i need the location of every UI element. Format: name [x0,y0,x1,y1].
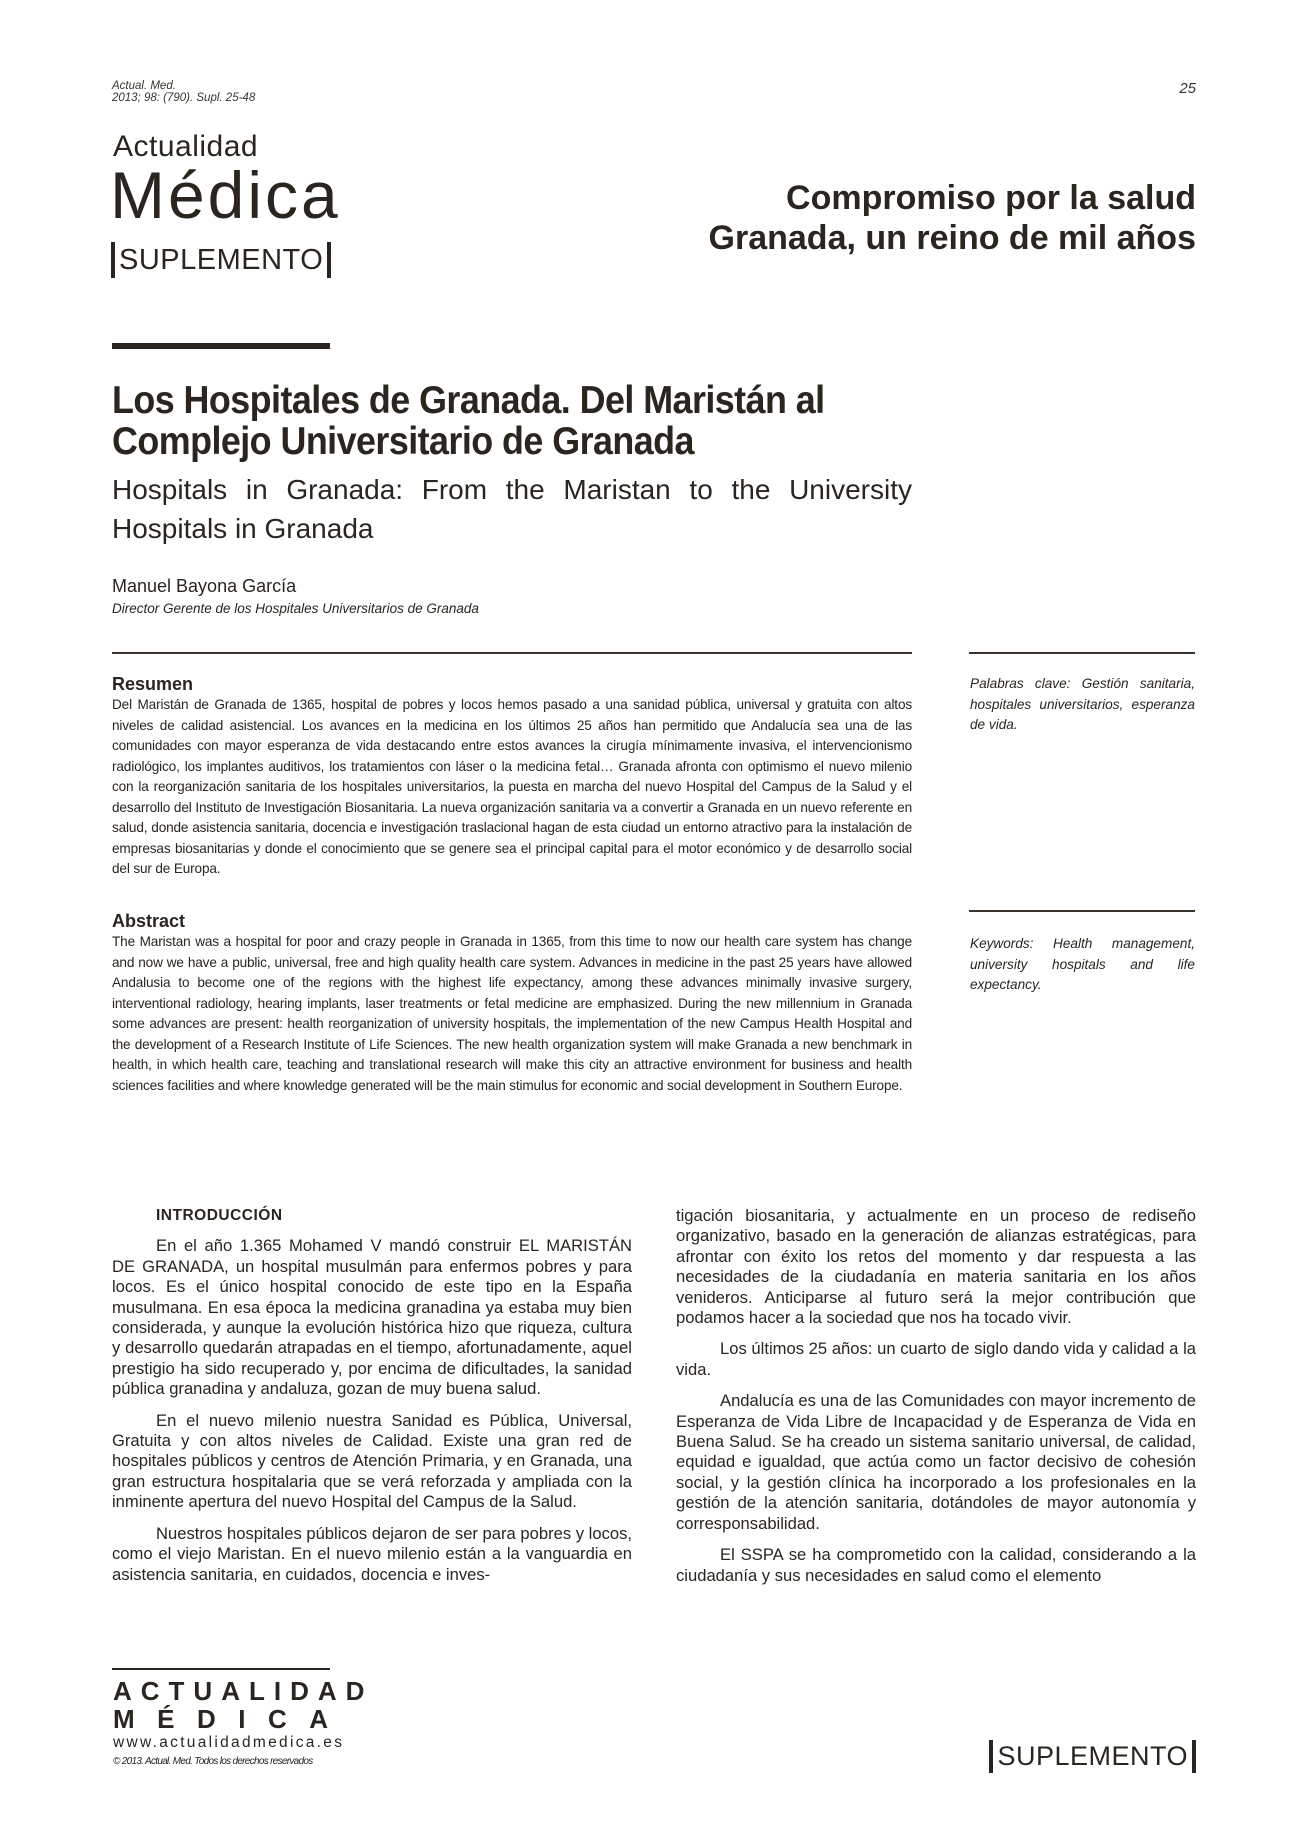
journal-citation: 2013; 98: (790). Supl. 25-48 [112,92,256,104]
footer-supplement [989,1740,1196,1773]
resumen-heading: Resumen [112,674,194,694]
author-name: Manuel Bayona García [112,576,297,596]
footer-supplement-label: SUPLEMENTO [997,1741,1188,1771]
body-paragraph: En el año 1.365 Mohamed V mandó construir EL MARISTÁN DE GRANADA, un hospital musulmán para enfermos pobres y para locos. Es el único hospital conocido de este tipo en la España musulmana. En esa época la medicina granadina ya estaba muy bien considerada, y aunque la evolución histórica hizo que riqueza, cultura y desarrollo quedarán atrapadas en el tiempo, afortunadamente, aquel prestigio ha sido recuperado y, por encima de dificultades, la sanidad pública granadina y andaluza, gozan de muy buena salud. [112,1236,632,1399]
journal-reference [112,80,255,104]
footer-brand-medica: MÉDICA [113,1704,351,1734]
author-affiliation: Director Gerente de los Hospitales Universitarios de Granada [112,601,479,616]
keywords: Keywords: Health management, university hospitals and life expectancy. [970,936,1195,992]
logo-medica: Médica [110,158,341,232]
body-paragraph: El SSPA se ha comprometido con la calidad, considerando a la ciudadanía y sus necesidades en salud como el elemento [676,1545,1196,1585]
section-title-line2: Granada, un reino de mil años [708,219,1196,257]
body-column-left [112,1206,632,1596]
page-number: 25 [1179,80,1196,97]
divider-rule [112,652,912,654]
footer-brand-actualidad: ACTUALIDAD [113,1676,374,1706]
footer-copyright: © 2013. Actual. Med. Todos los derechos reservados [113,1756,313,1767]
body-column-right [676,1206,1196,1597]
keywords-divider-en [969,910,1195,912]
bracket-bar-right [327,242,331,278]
supplement-label: SUPLEMENTO [119,243,324,276]
abstract-section [112,911,912,1096]
keywords-divider-es [969,652,1195,654]
bracket-bar-right [1192,1740,1196,1773]
logo-supplement [111,242,331,278]
resumen-text: Del Maristán de Granada de 1365, hospital de pobres y locos hemos pasado a una sanidad pública, universal y gratuita con altos niveles de calidad asistencial. Los avances en la medicina en los últimos 25 años han permitido que Andalucía sea una de las comunidades con mayor esperanza de vida destacando entre estos avances la cirugía mínimamente invasiva, el intervencionismo radiológico, los implantes auditivos, los tratamientos con láser o la medicina fetal… Granada afronta con optimismo el nuevo milenio con la reorganización sanitaria de los hospitales universitarios, la puesta en marcha del nuevo Hospital del Campus de la Salud y el desarrollo del Instituto de Investigación Biosanitaria. La nueva organización sanitaria va a convertir a Granada en un nuevo referente en salud, donde asistencia sanitaria, docencia e investigación traslacional hagan de esta ciudad un entorno atractivo para la instalación de empresas biosanitarias y donde el conocimiento que se genere sea el principal capital para el motor económico y de desarrollo social del sur de Europa. [112,697,912,876]
abstract-text: The Maristan was a hospital for poor and crazy people in Granada in 1365, from this time to now our health care system has change and now we have a public, universal, free and high quality health care system. Advances in medicine in the past 25 years have allowed Andalusia to become one of the regions with the highest life expectancy, among these advances minimally invasive surgery, interventional radiology, hearing implants, laser treatments or fetal medicine are emphasized. During the new millennium in Granada some advances are present: health reorganization of university hospitals, the implementation of the new Campus Health Hospital and the development of a Research Institute of Life Sciences. The new health organization system will make Granada a new benchmark in health, in which health care, teaching and translational research will make this city an attractive environment for business and health sciences facilities and where knowledge generated will be the main stimulus for economic and social development in Southern Europe. [112,934,912,1093]
article-subtitle: Hospitals in Granada: From the Maristan to the University Hospitals in Granada [112,474,912,544]
footer-website-link[interactable]: www.actualidadmedica.es [113,1734,345,1751]
abstract-heading: Abstract [112,911,186,931]
palabras-clave: Palabras clave: Gestión sanitaria, hospitales universitarios, esperanza de vida. [970,676,1195,732]
body-paragraph: En el nuevo milenio nuestra Sanidad es Pública, Universal, Gratuita y con altos niveles de Calidad. Existe una gran red de hospitales públicos y centros de Atención Primaria, y en Granada, una gran estructura hospitalaria que se verá reforzada y ampliada con la inminente apertura del nuevo Hospital del Campus de la Salud. [112,1410,632,1512]
section-title-line1: Compromiso por la salud [786,179,1196,217]
logo-actualidad: Actualidad [113,130,259,163]
body-paragraph: tigación biosanitaria, y actualmente en un proceso de rediseño organizativo, basado en la generación de alianzas estratégicas, para afrontar con éxito los retos del momento y dar respuesta a las necesidades de la ciudadanía en materia sanitaria en los años venideros. Anticiparse al futuro será la mejor contribución que podamos hacer a la sociedad que nos ha tocado vivir. [676,1206,1196,1328]
article-title: Los Hospitales de Granada. Del Maristán al Complejo Universitario de Granada [112,379,825,463]
section-title [709,178,1196,258]
journal-abbrev: Actual. Med. [112,80,176,92]
decorative-rule [112,343,330,349]
introduction-heading: INTRODUCCIÓN [156,1207,283,1224]
resumen-section [112,674,912,880]
body-paragraph: Los últimos 25 años: un cuarto de siglo dando vida y calidad a la vida. [676,1339,1196,1379]
body-paragraph: Andalucía es una de las Comunidades con mayor incremento de Esperanza de Vida Libre de Incapacidad y de Esperanza de Vida en Buena Salud. Se ha creado un sistema sanitario universal, de calidad, equidad e igualdad, que actúa como un factor decisivo de cohesión social, y la gestión clínica ha incorporado a los profesionales en la gestión de la atención sanitaria, dotándoles de mayor autonomía y corresponsabilidad. [676,1391,1196,1533]
body-paragraph: Nuestros hospitales públicos dejaron de ser para pobres y locos, como el viejo Maristan. En el nuevo milenio están a la vanguardia en asistencia sanitaria, en cuidados, docencia e inves- [112,1523,632,1584]
footer-rule [112,1668,330,1670]
